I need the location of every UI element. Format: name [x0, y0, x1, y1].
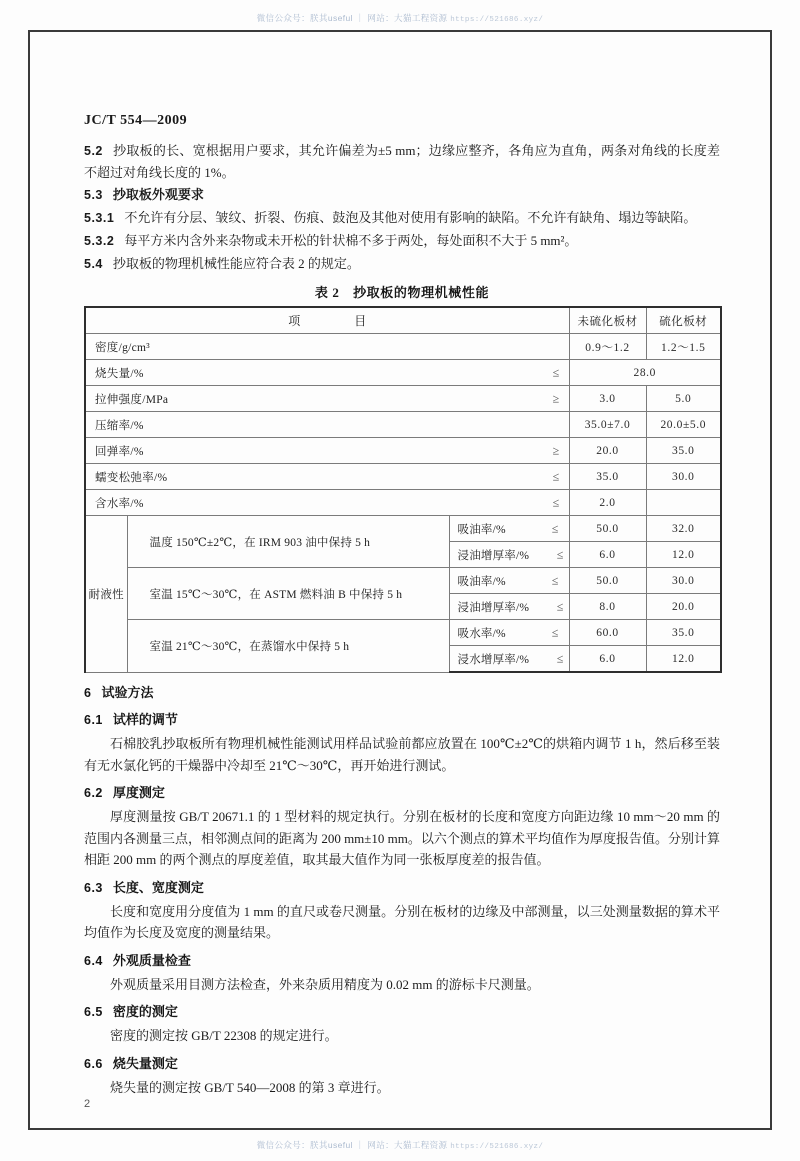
watermark-bottom [0, 1139, 800, 1151]
property-label: 烧失量/% [95, 367, 144, 380]
subsection-6-6-title [84, 1054, 720, 1074]
page-border-left [28, 30, 30, 1128]
value-vulcanized: 12.0 [646, 542, 721, 568]
clause-text: 抄取板的长、宽根据用户要求，其允许偏差为±5 mm；边缘应整齐，各角应为直角，两条对角线的长度差不超过对角线长度的 1%。 [84, 143, 720, 180]
clause-number: 5.4 [84, 257, 103, 271]
comparison-symbol: ≤ [556, 599, 564, 613]
property-label: 含水率/% [95, 497, 144, 510]
sub-property [449, 594, 569, 620]
subsection-number: 6.6 [84, 1056, 103, 1071]
value-unvulcanized: 3.0 [569, 386, 646, 412]
comparison-symbol: ≤ [556, 547, 564, 561]
liquid-condition: 室温 21℃～30℃，在蒸馏水中保持 5 h [127, 620, 449, 673]
liquid-resistance-label: 耐液性 [85, 516, 127, 673]
property-name [85, 386, 569, 412]
value-unvulcanized: 6.0 [569, 646, 646, 673]
subsection-6-2-title [84, 783, 720, 803]
table-row [85, 360, 721, 386]
property-name [85, 464, 569, 490]
clause-5-3-1 [84, 207, 720, 229]
table-row-liquid [85, 568, 721, 594]
value-unvulcanized: 20.0 [569, 438, 646, 464]
table-row [85, 386, 721, 412]
clause-text: 不允许有分层、皱纹、折裂、伤痕、鼓泡及其他对使用有影响的缺陷。不允许有缺角、塌边等缺陷。 [124, 210, 697, 225]
sub-property-label: 吸油率/% [457, 523, 506, 536]
value-vulcanized: 5.0 [646, 386, 721, 412]
comparison-symbol: ≥ [552, 443, 560, 457]
value-unvulcanized: 60.0 [569, 620, 646, 646]
page-border-right [770, 30, 772, 1128]
section-title-text: 试验方法 [101, 685, 154, 700]
property-label: 压缩率/% [95, 419, 144, 432]
property-label: 回弹率/% [95, 445, 144, 458]
table-header-item: 项 目 [85, 307, 569, 334]
value-vulcanized: 30.0 [646, 568, 721, 594]
subsection-title-text: 长度、宽度测定 [112, 879, 204, 895]
clause-5-2 [84, 140, 720, 183]
subsection-title-text: 试样的调节 [112, 712, 178, 727]
value-vulcanized: 30.0 [646, 464, 721, 490]
sub-property [449, 620, 569, 646]
table-row [85, 334, 721, 360]
sub-property [449, 542, 569, 568]
table-row [85, 438, 721, 464]
clause-5-3-2 [84, 230, 720, 252]
performance-table [84, 306, 722, 673]
subsection-6-5-body: 密度的测定按 GB/T 22308 的规定进行。 [110, 1028, 338, 1043]
sub-property-label: 吸油率/% [457, 575, 506, 588]
subsection-6-4-body: 外观质量采用目测方法检查，外来杂质用精度为 0.02 mm 的游标卡尺测量。 [110, 976, 540, 992]
value-unvulcanized: 35.0±7.0 [569, 412, 646, 438]
clause-5-4 [84, 253, 720, 275]
watermark-text: 微信公众号：朕其useful ｜ 网站：大猫工程资源 [256, 13, 448, 23]
section-number: 6 [84, 686, 92, 700]
value-unvulcanized: 50.0 [569, 568, 646, 594]
value-vulcanized: 35.0 [646, 438, 721, 464]
table-header-row [85, 307, 721, 334]
sub-property-label: 吸水率/% [457, 627, 506, 640]
value-merged: 28.0 [569, 360, 721, 386]
sub-property [449, 568, 569, 594]
comparison-symbol: ≤ [556, 651, 564, 665]
value-vulcanized: 32.0 [646, 516, 721, 542]
clause-heading: 抄取板外观要求 [112, 187, 204, 202]
sub-property [449, 646, 569, 673]
value-unvulcanized: 35.0 [569, 464, 646, 490]
table-header-col1: 未硫化板材 [569, 307, 646, 334]
clause-number: 5.3 [84, 188, 103, 202]
clause-text: 每平方米内含外来杂物或未开松的针状棉不多于两处，每处面积不大于 5 mm²。 [124, 233, 578, 248]
value-vulcanized: 1.2～1.5 [646, 334, 721, 360]
watermark-top [0, 12, 800, 24]
subsection-title-text: 厚度测定 [112, 785, 165, 800]
property-name [85, 438, 569, 464]
sub-property [449, 516, 569, 542]
clause-number: 5.3.1 [84, 211, 115, 225]
subsection-6-3-title [84, 878, 720, 898]
value-unvulcanized: 6.0 [569, 542, 646, 568]
sub-property-label: 浸水增厚率/% [457, 653, 530, 666]
value-unvulcanized: 8.0 [569, 594, 646, 620]
comparison-symbol: ≥ [552, 391, 560, 405]
comparison-symbol: ≤ [552, 365, 560, 379]
comparison-symbol: ≤ [552, 469, 560, 483]
subsection-number: 6.4 [84, 953, 103, 968]
property-label: 密度/g/cm³ [95, 341, 151, 354]
clause-number: 5.3.2 [84, 234, 115, 248]
page-number: 2 [84, 1098, 91, 1110]
property-name [85, 490, 569, 516]
value-vulcanized: 12.0 [646, 646, 721, 673]
sub-property-label: 浸油增厚率/% [457, 549, 530, 562]
subsection-6-1-title [84, 710, 720, 730]
property-name [85, 360, 569, 386]
value-vulcanized [646, 490, 721, 516]
liquid-condition: 温度 150℃±2℃，在 IRM 903 油中保持 5 h [127, 516, 449, 568]
clause-number: 5.2 [84, 144, 103, 158]
subsection-title-text: 外观质量检查 [112, 952, 191, 968]
subsection-6-3-body: 长度和宽度用分度值为 1 mm 的直尺或卷尺测量。分别在板材的边缘及中部测量，以三处测量数据的算术平均值作为长度及宽度的测量结果。 [84, 903, 720, 940]
table-row [85, 464, 721, 490]
comparison-symbol: ≤ [551, 521, 559, 535]
clause-5-3 [84, 184, 720, 206]
value-vulcanized: 20.0 [646, 594, 721, 620]
subsection-6-1-body: 石棉胶乳抄取板所有物理机械性能测试用样品试验前都应放置在 100℃±2℃的烘箱内调节 1 h，然后移至装有无水氯化钙的干燥器中冷却至 21℃～30℃，再开始进行测试。 [84, 736, 720, 773]
table-header-col2: 硫化板材 [646, 307, 721, 334]
subsection-6-6-body: 烧失量的测定按 GB/T 540—2008 的第 3 章进行。 [110, 1079, 390, 1095]
watermark-text: 微信公众号：朕其useful ｜ 网站：大猫工程资源 [256, 1140, 448, 1150]
watermark-url: https://521686.xyz/ [450, 1143, 544, 1151]
subsection-number: 6.5 [84, 1005, 103, 1019]
subsection-6-2-body: 厚度测量按 GB/T 20671.1 的 1 型材料的规定执行。分别在板材的长度和宽度方向距边缘 10 mm～20 mm 的范围内各测量三点，相邻测点间的距离为 200 mm±10 mm。以六个测点的算术平均值作为厚度报告值。分别计算相距 200 mm 的两个测点的厚度差值，取其最大值作为同一张板厚度差的报告值。 [84, 809, 720, 867]
property-label: 蠕变松弛率/% [95, 471, 168, 484]
value-unvulcanized: 0.9～1.2 [569, 334, 646, 360]
subsection-6-5-title [84, 1002, 720, 1022]
clause-text: 抄取板的物理机械性能应符合表 2 的规定。 [112, 256, 360, 271]
subsection-6-4-title [84, 951, 720, 971]
table-caption: 表 2 抄取板的物理机械性能 [314, 285, 490, 300]
liquid-condition: 室温 15℃～30℃，在 ASTM 燃料油 B 中保持 5 h [127, 568, 449, 620]
value-unvulcanized: 50.0 [569, 516, 646, 542]
subsection-title-text: 烧失量测定 [112, 1055, 178, 1071]
comparison-symbol: ≤ [551, 625, 559, 639]
property-label: 拉伸强度/MPa [95, 393, 169, 406]
standard-number: JC/T 554—2009 [84, 113, 188, 128]
page-border-top [28, 30, 772, 32]
table-row [85, 412, 721, 438]
subsection-number: 6.3 [84, 880, 103, 895]
subsection-number: 6.2 [84, 786, 103, 800]
property-name [85, 412, 569, 438]
value-vulcanized: 35.0 [646, 620, 721, 646]
subsection-number: 6.1 [84, 713, 103, 727]
property-name [85, 334, 569, 360]
sub-property-label: 浸油增厚率/% [457, 601, 530, 614]
section-6-title [84, 683, 720, 703]
document-content [84, 140, 720, 1099]
table-row-liquid [85, 516, 721, 542]
value-vulcanized: 20.0±5.0 [646, 412, 721, 438]
subsection-title-text: 密度的测定 [112, 1004, 178, 1019]
table-row [85, 490, 721, 516]
comparison-symbol: ≤ [551, 573, 559, 587]
comparison-symbol: ≤ [552, 495, 560, 509]
table-row-liquid [85, 620, 721, 646]
page-border-bottom [28, 1128, 772, 1130]
watermark-url: https://521686.xyz/ [450, 16, 544, 24]
value-unvulcanized: 2.0 [569, 490, 646, 516]
